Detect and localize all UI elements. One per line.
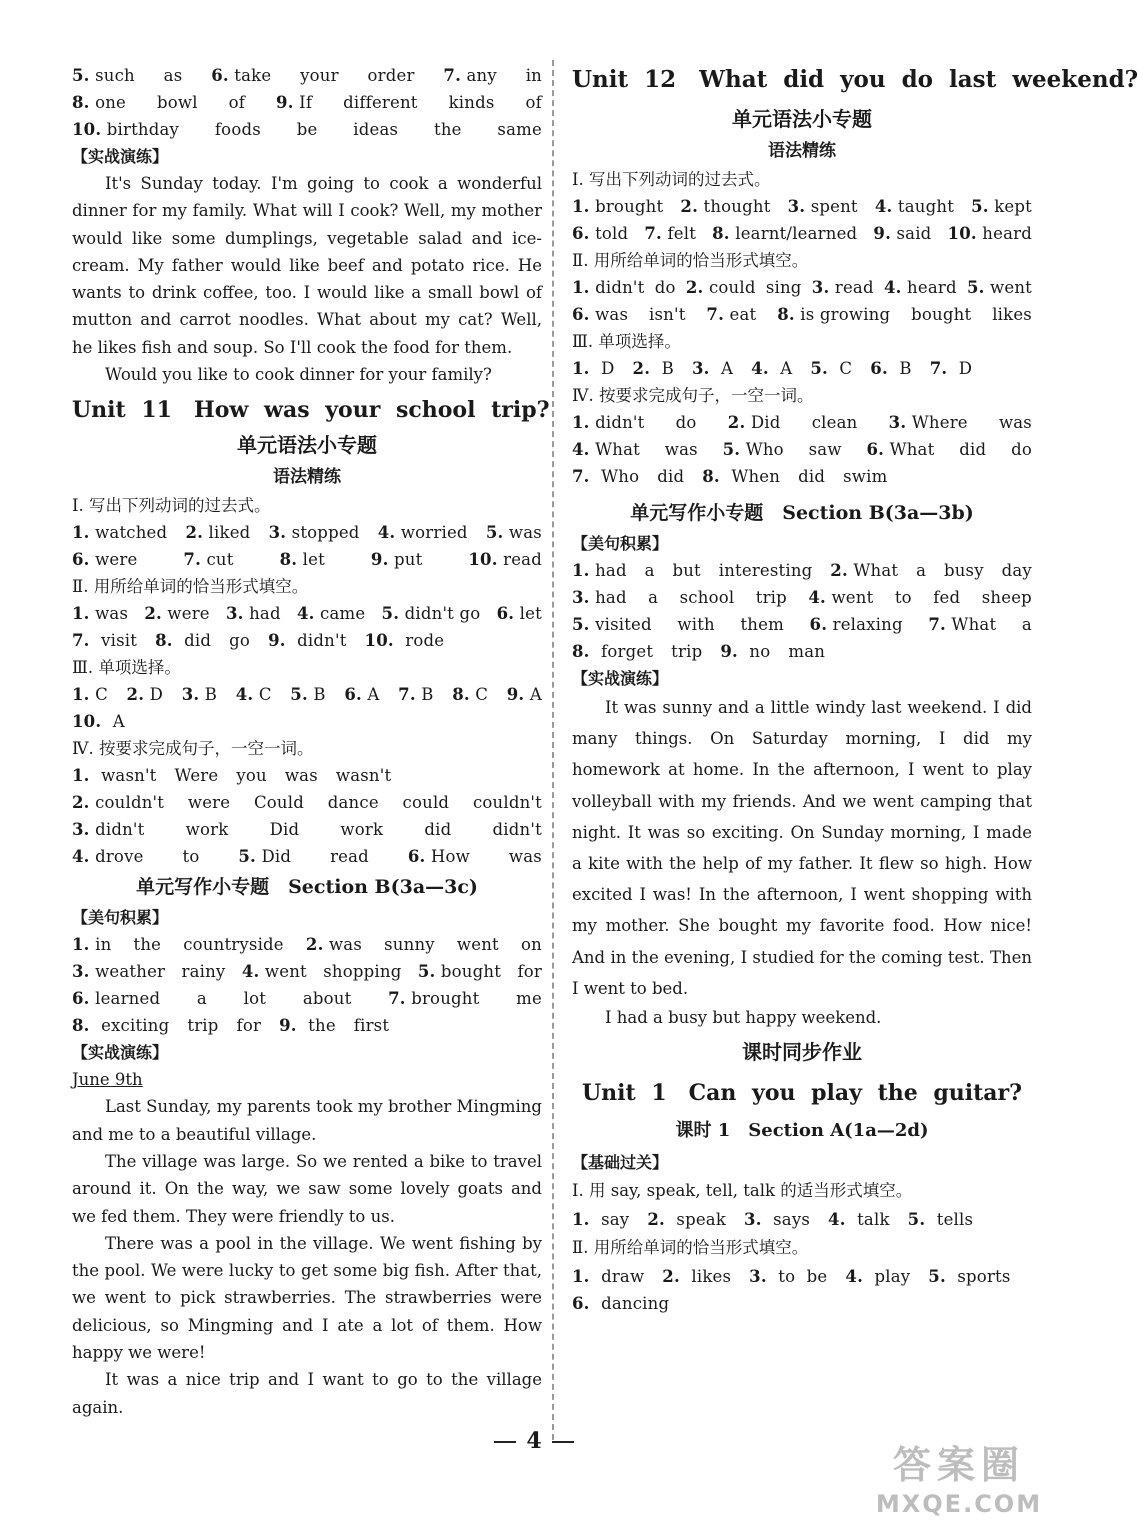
answer-token: of	[525, 93, 542, 112]
answer-token: 7. felt	[644, 224, 697, 243]
answer-token: same	[497, 120, 542, 139]
answer-token: 5. bought	[417, 962, 502, 982]
answer-token: 4. came	[296, 604, 366, 624]
answer-token: a	[1021, 615, 1032, 634]
answer-token: 1. had	[572, 561, 627, 580]
answer-token: 8. is growing	[777, 305, 891, 324]
answer-token: 7. visit	[72, 631, 138, 651]
answer-line	[572, 611, 1032, 638]
column-divider	[552, 60, 554, 1440]
answer-token: 5. kept	[971, 197, 1032, 216]
answer-token: Could	[253, 793, 304, 813]
answer-token: 10. heard	[947, 224, 1032, 243]
answer-token: rainy	[181, 962, 226, 982]
answer-token: man	[788, 642, 826, 661]
answer-token: isn't	[649, 305, 686, 324]
essay-unit11-p2: The village was large. So we rented a bike to travel around it. On the way, we saw some lovely goats and we fed them. They were friendly to us.	[72, 1151, 542, 1226]
answer-token: 5. went	[966, 278, 1032, 297]
answer-token: 3. says	[744, 1210, 811, 1230]
answer-token: 9. the	[279, 1016, 336, 1036]
answer-token: do	[675, 413, 697, 432]
homework-title: 课时同步作业	[742, 1040, 862, 1065]
answer-token: do	[654, 278, 676, 297]
answer-token: was	[664, 440, 698, 459]
answer-token: 6. were	[72, 550, 138, 570]
answer-token: your	[300, 66, 339, 85]
answer-line	[72, 1012, 542, 1039]
practice-tag-2: 【实战演练】	[72, 1043, 169, 1063]
answer-token: 8. one	[72, 93, 127, 112]
section-4-title: Ⅳ. 按要求完成句子，一空一词。	[72, 739, 314, 759]
answer-token: 7. any	[443, 66, 497, 85]
answer-token: was	[284, 766, 318, 786]
essay-unit12: It was sunny and a little windy last weekend. I did many things. On Saturday morning, I did my homework at home. In the afternoon, I went to play volleyball with my friends. And we went camping that night. It was so exciting. On Sunday morning, I made a kite with the help of my father. It flew so high. How excited I was! In the afternoon, I went shopping with my mother. She bought my favorite food. How nice! And in the evening, I studied for the coming test. Then I went to bed.	[572, 698, 1032, 998]
left-column	[72, 62, 550, 1421]
answer-token: 4. taught	[874, 197, 955, 216]
answer-token: 2. were	[144, 604, 210, 624]
answer-token: 6. learned	[72, 989, 161, 1009]
section-2-answers	[72, 600, 542, 654]
answer-token: 7. What	[928, 615, 997, 634]
answer-token: order	[367, 66, 415, 85]
section-3-answers	[72, 681, 542, 735]
answer-line	[72, 985, 542, 1012]
answer-token: 5. such	[72, 66, 135, 85]
answer-line	[72, 62, 542, 89]
answer-token: was	[508, 847, 542, 867]
answer-line	[572, 274, 1032, 301]
answer-token: 2. liked	[185, 523, 251, 543]
section-4-answers	[72, 762, 542, 870]
answer-token: couldn't	[472, 793, 542, 813]
answer-token: saw	[808, 440, 842, 459]
answer-line	[72, 681, 542, 708]
section-1-answers	[72, 519, 542, 573]
answer-token: 3. didn't	[72, 820, 145, 840]
answer-line	[72, 762, 542, 789]
answer-line	[572, 436, 1032, 463]
answer-token: 2. speak	[647, 1210, 727, 1230]
answer-token: 1. say	[572, 1210, 630, 1230]
writing-topic-title: 单元写作小专题 Section B(3a—3b)	[630, 502, 974, 524]
answer-token: 1. wasn't	[72, 766, 157, 786]
answer-token: bought	[911, 305, 972, 324]
unit12-title: Unit 12 What did you do last weekend?	[572, 66, 1138, 93]
answer-token: 8. forget	[572, 642, 654, 661]
answer-token: 5. Did	[238, 847, 292, 867]
answer-token: 6. relaxing	[809, 615, 903, 634]
essay-unit11-p1: Last Sunday, my parents took my brother Mingming and me to a beautiful village.	[72, 1097, 542, 1144]
answer-token: 2. likes	[662, 1267, 732, 1287]
essay-unit10: It's Sunday today. I'm going to cook a wonderful dinner for my family. What will I cook? Well, my mother would like some dumplings, vegetable salad and ice-cream. My father would like beef and potato rice. He wants to drink coffee, too. I would like a small bowl of mutton and carrot noodles. What about my cat? Well, he likes fish and soup. So I'll cook the food for them.	[72, 174, 542, 357]
footer-dash-right	[552, 1441, 574, 1443]
answer-token: 9. didn't	[268, 631, 347, 651]
answer-token: read	[330, 847, 369, 867]
answer-token: 1. C	[72, 685, 108, 705]
answer-token: work	[185, 820, 229, 840]
answer-token: 4. heard	[883, 278, 957, 297]
answer-line	[572, 355, 1032, 382]
answer-token: go	[229, 631, 251, 651]
answer-token: trip	[671, 642, 703, 661]
answer-token: 6. told	[572, 224, 629, 243]
answer-token: 2. was	[305, 935, 363, 955]
answer-token: 9. no	[720, 642, 771, 661]
answer-line	[72, 931, 542, 958]
basics-1-title: Ⅰ. 用 say, speak, tell, talk 的适当形式填空。	[572, 1181, 913, 1201]
answer-token: 2. What	[830, 561, 899, 580]
answer-line	[72, 546, 542, 573]
answer-token: lot	[243, 989, 267, 1009]
answer-token: school	[679, 588, 735, 607]
answer-token: ideas	[353, 120, 399, 139]
unit1-title: Unit 1 Can you play the guitar?	[581, 1080, 1023, 1107]
answer-token: 10. rode	[364, 631, 445, 651]
answer-line	[72, 708, 542, 735]
answer-token: 3. had	[572, 588, 627, 607]
answer-token: wasn't	[335, 766, 392, 786]
section-1-answers	[572, 193, 1032, 247]
answer-token: 1. watched	[72, 523, 168, 543]
answer-token: did	[424, 820, 452, 840]
answer-token: 2. Did	[727, 413, 781, 432]
answer-token: to	[182, 847, 200, 867]
answer-token: 4. went	[241, 962, 307, 982]
answer-token: you	[236, 766, 267, 786]
answer-line	[572, 1263, 1032, 1290]
section-3-answers	[572, 355, 1032, 382]
answer-token: as	[163, 66, 183, 85]
practice-tag: 【实战演练】	[72, 147, 169, 166]
answer-token: 5. B	[290, 685, 326, 705]
answer-token: bowl	[156, 93, 198, 112]
answer-token: 1. in	[72, 935, 112, 955]
answer-token: 3. had	[226, 604, 281, 624]
section-2-title: Ⅱ. 用所给单词的恰当形式填空。	[72, 577, 309, 597]
answer-line	[72, 89, 542, 116]
answer-token: 2. thought	[680, 197, 771, 216]
answer-token: 5. was	[485, 523, 542, 543]
answer-token: do	[1011, 440, 1032, 459]
sentences-tag: 【美句积累】	[572, 534, 669, 553]
footer-dash-left	[494, 1441, 516, 1443]
essay-unit12-end: I had a busy but happy weekend.	[605, 1008, 882, 1028]
site-watermark	[864, 1440, 1054, 1528]
answer-token: for	[517, 962, 542, 982]
answer-token: 4. talk	[828, 1210, 890, 1230]
answer-token: 1. brought	[572, 197, 664, 216]
answer-line	[572, 193, 1032, 220]
basics-2-title: Ⅱ. 用所给单词的恰当形式填空。	[572, 1238, 809, 1258]
answer-line	[72, 958, 542, 985]
answer-token: countryside	[183, 935, 284, 955]
answer-token: 3. stopped	[268, 523, 360, 543]
answer-token: 8. learnt/learned	[712, 224, 858, 243]
answer-token: foods	[214, 120, 261, 139]
answer-token: 9. put	[370, 550, 423, 570]
answer-token: 6. A	[344, 685, 380, 705]
answer-token: went	[456, 935, 499, 955]
answer-token: day	[1001, 561, 1032, 580]
basics-1-answers	[572, 1206, 1032, 1233]
section-4-title: Ⅳ. 按要求完成句子，一空一词。	[572, 386, 814, 405]
answer-token: clean	[811, 413, 858, 432]
watermark-text-top: 答案圈	[892, 1443, 1025, 1487]
answer-token: did	[657, 467, 685, 486]
answer-token: 8. exciting	[72, 1016, 170, 1036]
answer-line	[72, 627, 542, 654]
answer-token: a	[916, 561, 927, 580]
answer-token: trip	[187, 1016, 219, 1036]
grammar-topic-title: 单元语法小专题	[732, 107, 872, 131]
answer-token: of	[228, 93, 246, 112]
answer-token: 3. weather	[72, 962, 166, 982]
answer-line	[572, 638, 1032, 665]
answer-line	[572, 409, 1032, 436]
answer-token: were	[187, 793, 231, 813]
answer-token: work	[340, 820, 384, 840]
answer-token: 3. spent	[787, 197, 858, 216]
answer-token: 5. sports	[928, 1267, 1011, 1287]
answer-token: 8. let	[279, 550, 325, 570]
section-1-title: Ⅰ. 写出下列动词的过去式。	[72, 496, 271, 516]
answer-token: could	[402, 793, 450, 813]
sentence-answers	[572, 557, 1032, 665]
answer-token: 9. If	[276, 93, 313, 112]
answer-token: but	[672, 561, 701, 580]
unit11-title: Unit 11 How was your school trip?	[72, 397, 550, 424]
writing-topic-title: 单元写作小专题 Section B(3a—3c)	[136, 876, 478, 899]
answer-token: busy	[943, 561, 984, 580]
answer-token: the	[433, 120, 462, 139]
answer-token: Were	[174, 766, 219, 786]
essay-unit10-end: Would you like to cook dinner for your family?	[105, 365, 492, 385]
answer-token: interesting	[718, 561, 813, 580]
answer-token: to	[894, 588, 912, 607]
answer-line	[72, 843, 542, 870]
answer-token: 7. Who	[572, 467, 640, 486]
essay-date: June 9th	[72, 1070, 143, 1090]
lesson-title: 课时 1 Section A(1a—2d)	[675, 1120, 929, 1142]
answer-token: 2. D	[126, 685, 164, 705]
answer-line	[572, 301, 1032, 328]
answer-token: on	[520, 935, 542, 955]
answer-token: 7. B	[398, 685, 434, 705]
answer-line	[72, 116, 542, 143]
answer-token: me	[516, 989, 542, 1009]
answer-token: 3. Where	[888, 413, 968, 432]
grammar-practice-title: 语法精练	[768, 141, 836, 161]
answer-token: 1. was	[72, 604, 129, 624]
answer-token: trip	[755, 588, 787, 607]
answer-token: 8. C	[452, 685, 489, 705]
sentence-answers	[72, 931, 542, 1039]
section-2-title: Ⅱ. 用所给单词的恰当形式填空。	[572, 251, 809, 270]
answer-token: 1. D	[572, 359, 615, 378]
answer-token: 9. A	[506, 685, 542, 705]
answer-token: did	[798, 467, 826, 486]
answer-token: for	[236, 1016, 262, 1036]
answer-line	[572, 557, 1032, 584]
answer-token: a	[644, 561, 655, 580]
answer-token: kinds	[448, 93, 495, 112]
section-3-title: Ⅲ. 单项选择。	[72, 658, 181, 678]
answer-token: was	[998, 413, 1032, 432]
answer-token: Did	[269, 820, 300, 840]
practice-tag: 【实战演练】	[572, 669, 669, 688]
answer-line	[72, 789, 542, 816]
answer-token: 6. What	[866, 440, 935, 459]
section-1-title: Ⅰ. 写出下列动词的过去式。	[572, 170, 771, 189]
answer-token: 1. didn't	[572, 278, 645, 297]
answer-token: 2. B	[632, 359, 674, 378]
answer-token: the	[133, 935, 162, 955]
answer-token: 5. tells	[907, 1210, 974, 1230]
answer-token: 6. take	[211, 66, 272, 85]
page-number: 4	[526, 1428, 542, 1454]
answer-token: did	[959, 440, 987, 459]
answer-token: 6. B	[870, 359, 912, 378]
answer-token: 1. draw	[572, 1267, 645, 1287]
answer-token: 6. was	[572, 305, 629, 324]
answer-token: sheep	[981, 588, 1032, 607]
answer-token: about	[302, 989, 352, 1009]
grammar-topic-title: 单元语法小专题	[237, 433, 377, 458]
answer-token: 8. did	[155, 631, 212, 651]
answer-token: 4. A	[751, 359, 793, 378]
essay-unit11-p3: There was a pool in the village. We went fishing by the pool. We were lucky to get some big fish. After that, we went to pick strawberries. The strawberries were delicious, so Mingming and I ate a lot of them. How happy we were!	[72, 1233, 542, 1363]
answer-token: 4. went	[808, 588, 874, 607]
answer-token: 5. didn't go	[381, 604, 481, 624]
answer-token: 5. Who	[722, 440, 784, 459]
answer-token: 2. could	[685, 278, 756, 297]
section-2-answers	[572, 274, 1032, 328]
answer-token: fed	[933, 588, 961, 607]
answer-token: first	[353, 1016, 390, 1036]
answer-token: 6. dancing	[572, 1294, 670, 1314]
answer-token: them	[740, 615, 784, 634]
answer-token: different	[343, 93, 418, 112]
answer-token: 7. eat	[706, 305, 757, 324]
answer-token: 1. didn't	[572, 413, 645, 432]
answer-token: sunny	[384, 935, 435, 955]
answer-token: a	[196, 989, 207, 1009]
answer-line	[72, 519, 542, 546]
answer-token: 6. let	[496, 604, 542, 624]
answer-line	[572, 1290, 1032, 1317]
answer-token: 4. worried	[377, 523, 468, 543]
answer-token: 10. birthday	[72, 120, 180, 139]
answer-token: 4. What	[572, 440, 640, 459]
answer-line	[572, 1206, 1032, 1233]
grammar-practice-title: 语法精练	[273, 467, 341, 488]
essay-unit11-p4: It was a nice trip and I want to go to the village again.	[72, 1370, 542, 1417]
answer-token: 10. A	[72, 712, 125, 732]
answer-token: 3. A	[691, 359, 734, 378]
watermark-text-bottom: MXQE.COM	[875, 1490, 1043, 1518]
answer-line	[72, 600, 542, 627]
answer-token: be	[296, 120, 318, 139]
answer-token: sing	[765, 278, 802, 297]
answer-token: likes	[992, 305, 1032, 324]
answer-token: 4. drove	[72, 847, 144, 867]
answer-token: swim	[843, 467, 888, 486]
answer-token: didn't	[492, 820, 542, 840]
answer-token: shopping	[323, 962, 402, 982]
answer-token: 3. B	[181, 685, 218, 705]
answer-line	[72, 816, 542, 843]
answer-token: 5. visited	[572, 615, 652, 634]
answer-token: 3. to be	[749, 1267, 828, 1287]
section-3-title: Ⅲ. 单项选择。	[572, 332, 681, 351]
basics-tag: 【基础过关】	[572, 1153, 669, 1173]
answer-token: 6. How	[407, 847, 470, 867]
sentences-tag: 【美句积累】	[72, 908, 169, 928]
answer-token: 8. When	[702, 467, 781, 486]
answer-token: 7. brought	[388, 989, 480, 1009]
answer-token: 10. read	[468, 550, 542, 570]
answer-token: 9. said	[873, 224, 932, 243]
answer-token: 4. C	[235, 685, 272, 705]
answer-token: 4. play	[845, 1267, 911, 1287]
answer-token: 7. D	[929, 359, 973, 378]
answer-token: 5. C	[810, 359, 853, 378]
section-4-answers	[572, 409, 1032, 490]
answer-token: 7. cut	[183, 550, 234, 570]
answer-line	[572, 463, 1032, 490]
answer-token: 2. couldn't	[72, 793, 165, 813]
answer-token: dance	[327, 793, 379, 813]
answer-token: in	[525, 66, 542, 85]
answer-token: a	[648, 588, 659, 607]
answer-line	[572, 220, 1032, 247]
basics-2-answers	[572, 1263, 1032, 1317]
right-column	[572, 62, 1138, 1317]
answer-token: 3. read	[811, 278, 874, 297]
answer-lines-unit10	[72, 62, 542, 143]
answer-line	[572, 584, 1032, 611]
answer-token: with	[677, 615, 715, 634]
